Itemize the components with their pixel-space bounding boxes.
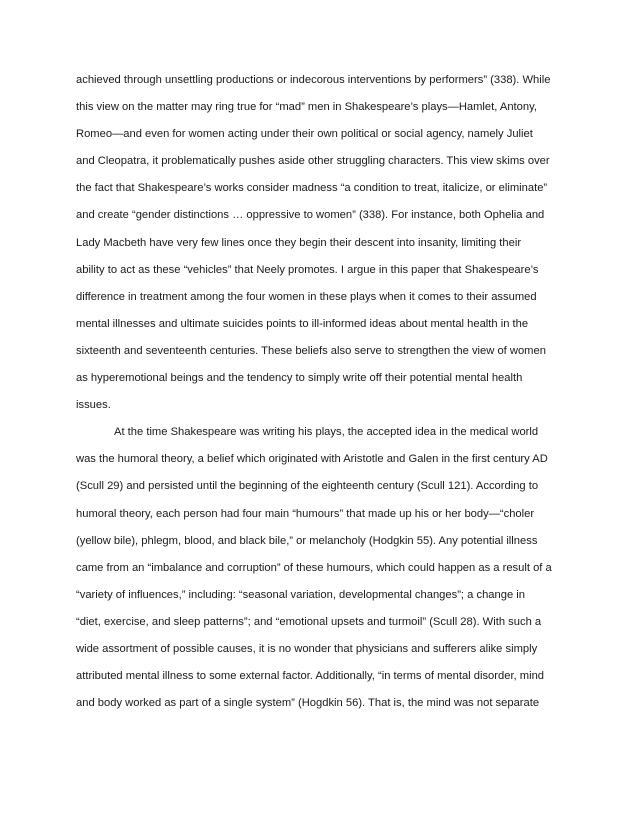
text-line: “variety of influences,” including: “seasonal variation, developmental changes”; a change in (76, 588, 526, 601)
text-line: and create “gender distinctions … oppressive to women” (338). For instance, both Ophelia and (76, 209, 545, 222)
text-line: (yellow bile), phlegm, blood, and black bile,” or melancholy (Hodgkin 55). Any potential illness (76, 534, 538, 547)
text-line: sixteenth and seventeenth centuries. These beliefs also serve to strengthen the view of women (76, 344, 546, 357)
text-line: achieved through unsettling productions or indecorous interventions by performers” (338). While (76, 74, 551, 86)
text-line: “diet, exercise, and sleep patterns”; and “emotional upsets and turmoil” (Scull 28). With such a (76, 615, 542, 628)
text-line: Romeo—and even for women acting under their own political or social agency, namely Juliet (76, 128, 533, 141)
text-line: Lady Macbeth have very few lines once they begin their descent into insanity, limiting their (76, 236, 522, 249)
text-line: issues. (76, 399, 111, 412)
text-line: the fact that Shakespeare’s works consider madness “a condition to treat, italicize, or eliminate” (76, 182, 548, 195)
text-line: and body worked as part of a single system” (Hogdkin 56). That is, the mind was not separate (76, 697, 540, 710)
paragraph-first-line: At the time Shakespeare was writing his plays, the accepted idea in the medical world (114, 426, 539, 439)
text-line: difference in treatment among the four women in these plays when it comes to their assumed (76, 290, 537, 303)
text-line: as hyperemotional beings and the tendency to simply write off their potential mental health (76, 372, 523, 385)
text-line: humoral theory, each person had four main “humours” that made up his or her body—“choler (76, 507, 535, 520)
text-line: was the humoral theory, a belief which originated with Aristotle and Galen in the first century AD (76, 453, 548, 466)
text-line: and Cleopatra, it problematically pushes aside other struggling characters. This view skims over (76, 155, 550, 168)
text-line: came from an “imbalance and corruption” of these humours, which could happen as a result of a (76, 561, 552, 574)
text-line: ability to act as these “vehicles” that Neely promotes. I argue in this paper that Shakespeare’s (76, 263, 539, 276)
text-line: (Scull 29) and persisted until the beginning of the eighteenth century (Scull 121). According to (76, 480, 539, 493)
text-line: wide assortment of possible causes, it is no wonder that physicians and sufferers alike simply (76, 642, 538, 655)
text-line: attributed mental illness to some external factor. Additionally, “in terms of mental disorder, mind (76, 670, 545, 683)
body-text (76, 67, 576, 717)
text-line: this view on the matter may ring true for “mad” men in Shakespeare’s plays—Hamlet, Antony, (76, 101, 537, 114)
text-line: mental illnesses and ultimate suicides points to ill-informed ideas about mental health in the (76, 317, 529, 330)
